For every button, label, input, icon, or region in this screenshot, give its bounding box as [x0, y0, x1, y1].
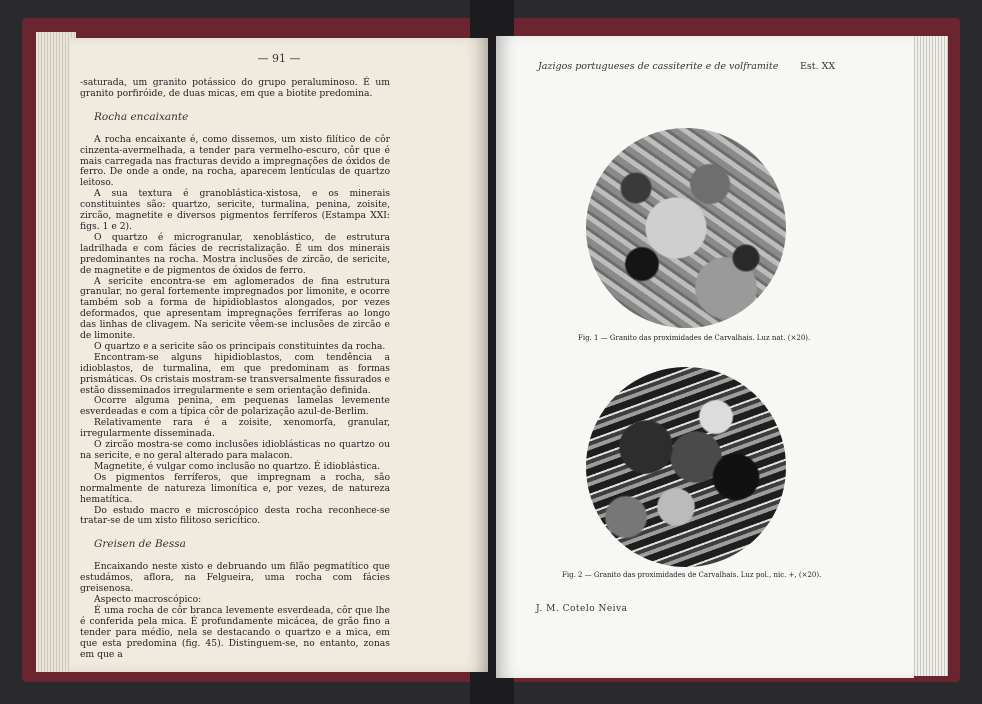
author-name: J. M. Cotelo Neiva: [536, 604, 628, 614]
plate-number: Est. XX: [800, 61, 836, 72]
body-paragraph: Aspecto macroscópico:: [94, 593, 202, 605]
body-paragraph: A rocha encaixante é, como dissemos, um xisto filítico de côr cinzenta-avermelhada, a tender para vermelho-escuro, côr que é mais carregada nas fracturas devido a impregnações de óxidos de ferro. De onde a onde, na rocha, aparecem lentículas de quartzo leitoso.: [80, 133, 390, 189]
body-paragraph: É uma rocha de côr branca levemente esverdeada, côr que lhe é conferida pela mica. É profundamente micácea, de grão fino a tender para médio, nela se destacando o quartzo e a mica, em que esta predomina (fig. 45). Distinguem-se, no entanto, zonas em que a: [80, 604, 390, 660]
body-paragraph: O quartzo e a sericite são os principais constituintes da rocha.: [94, 340, 386, 352]
body-paragraph: Encaixando neste xisto e debruando um filão pegmatítico que estudámos, aflora, na Felgueira, uma rocha com fácies greisenosa.: [80, 561, 390, 595]
fig-2-caption: Fig. 2 — Granito das proximidades de Carvalhais. Luz pol., nic. +, (×20).: [562, 571, 822, 579]
body-paragraph: Encontram-se alguns hipidioblastos, com tendência a idioblastos, de turmalina, em que predominam as formas prismáticas. Os cristais mostram-se transversalmente fissurados e estão disseminados irregularmente e sem orientação definida.: [80, 351, 390, 396]
body-paragraph: Relativamente rara é a zoisite, xenomorfa, granular, irregularmente disseminada.: [80, 417, 390, 440]
section-heading-greisen-de-bessa: Greisen de Bessa: [94, 538, 186, 551]
page-number: — 91 —: [257, 52, 301, 65]
body-paragraph: Os pigmentos ferríferos, que impregnam a rocha, são normalmente de natureza limonítica e, por vezes, de natureza hematítica.: [80, 471, 390, 505]
body-paragraph: Do estudo macro e microscópico desta rocha reconhece-se tratar-se de um xisto filitoso sericítico.: [80, 504, 390, 527]
body-paragraph: A sericite encontra-se em aglomerados de fina estrutura granular, no geral fortemente impregnados por limonite, e ocorre também sob a forma de hipidioblastos alongados, por vezes deformados, que apresentam impregnações ferríferas ao longo das linhas de clivagem. Na sericite vêem-se inclusões de zircão e de limonite.: [80, 275, 390, 342]
right-page-edges: [912, 36, 948, 676]
micrograph-fig-2: [586, 367, 786, 567]
body-paragraph: A sua textura é granoblástica-xistosa, e os minerais constituintes são: quartzo, sericite, turmalina, penina, zoisite, zircão, magnetite e diversos pigmentos ferríferos (Estampa XXI: figs. 1 e 2).: [80, 188, 390, 232]
fig-1-caption: Fig. 1 — Granito das proximidades de Carvalhais. Luz nat. (×20).: [578, 334, 811, 342]
body-paragraph: Ocorre alguma penina, em pequenas lamelas levemente esverdeadas e com a típica côr de polarização azul-de-Berlim.: [80, 395, 390, 418]
section-2-paragraphs: [80, 562, 390, 660]
left-page-text: [80, 78, 390, 660]
micrograph-fig-1: [586, 128, 786, 328]
body-paragraph: Magnetite, é vulgar como inclusão no quartzo. É idioblástica.: [94, 460, 381, 472]
intro-paragraph: -saturada, um granito potássico do grupo peraluminoso. É um granito porfiróide, de duas micas, em que a biotite predomina.: [80, 77, 390, 99]
body-paragraph: O zircão mostra-se como inclusões idioblásticas no quartzo ou na sericite, e no geral alterado para malacon.: [80, 439, 390, 461]
section-1-paragraphs: [80, 135, 390, 528]
section-heading-rocha-encaixante: Rocha encaixante: [94, 110, 189, 123]
body-paragraph: O quartzo é microgranular, xenoblástico, de estrutura ladrilhada e com fácies de recristalização. É um dos minerais predominantes na rocha. Mostra inclusões de zircão, de sericite, de magnetite e de pigmentos de óxidos de ferro.: [80, 231, 390, 276]
running-head: Jazigos portugueses de cassiterite e de volframite: [538, 61, 779, 72]
